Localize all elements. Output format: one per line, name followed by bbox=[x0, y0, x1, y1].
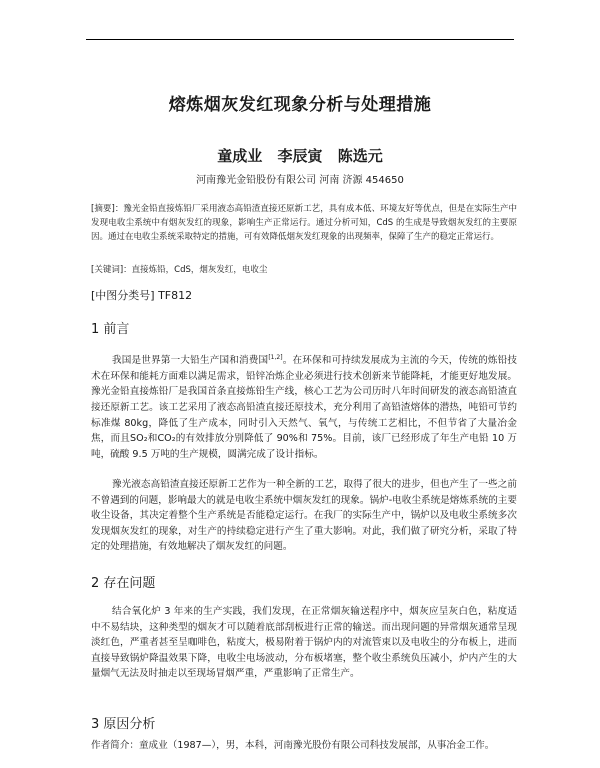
intro-paragraph-2: 豫光液态高铅渣直接还原新工艺作为一种全新的工艺，取得了很大的进步，但也产生了一些之前不曾遇到的问题，影响最大的就是电收尘系统中烟灰发红的现象。锅炉-电收尘系统是熔炼系统的主要收尘设备，其决定着整个生产系统是否能稳定运行。在我厂的实际生产中，锅炉以及电收尘系统多次发现烟灰发红的现象，对生产的持续稳定进行产生了重大影响。对此，我们做了研究分析，采取了特定的处理措施，有效地解决了烟灰发红的问题。 bbox=[91, 479, 517, 553]
author-note: 作者简介：童成业（1987—），男，本科，河南豫光股份有限公司科技发展部，从事冶金工作。 bbox=[91, 740, 495, 751]
abstract-label: [摘要]： bbox=[91, 204, 124, 214]
classification-number: [中图分类号] TF812 bbox=[91, 289, 193, 302]
keywords bbox=[91, 263, 517, 277]
keywords-text: 直接炼铅，CdS，烟灰发红，电收尘 bbox=[131, 265, 268, 275]
paragraph-text: 。在环保和可持续发展成为主流的今天，传统的炼铅技术在环保和能耗方面难以满足需求，铅锌冶炼企业必须进行技术创新来节能降耗，才能更好地发展。豫光金铅直接炼铅厂是我国首条直接炼铅生产线，核心工艺为公司历时八年时间研发的液态高铅渣直接还原新工艺。该工艺采用了液态高铅渣直接还原技术，充分利用了高铅渣熔体的潜热，吨铅可节约标准煤 80kg，降低了生产成本，同时引入天然气、氧气，与传统工艺相比，不但节省了大量冶金焦，而且SO₂和CO₂的有效排放分别降低了 90%和 75%。目前，该厂已经形成了年生产电铅 10 万吨，硫酸 9.5 万吨的生产规模，圆满完成了设计指标。 bbox=[91, 355, 518, 460]
author-name: 童成业 bbox=[217, 147, 263, 165]
paragraph-text: 我国是世界第一大铅生产国和消费国 bbox=[112, 355, 269, 367]
author-name: 李辰寅 bbox=[277, 147, 323, 165]
section-heading-problems: 2 存在问题 bbox=[91, 576, 156, 591]
problems-paragraph-1: 结合氧化炉 3 年来的生产实践，我们发现，在正常烟灰输送程序中，烟灰应呈灰白色，粘度适中不易结块，这种类型的烟灰才可以随着底部刮板进行正常的输送。而出现问题的异常烟灰通常呈现淡红色，严重者甚至呈咖啡色，粘度大，极易附着于锅炉内的对流管束以及电收尘的分布板上，进而直接导致锅炉降温效果下降，电收尘电场波动，分布板堵塞，整个收尘系统负压减小，炉内产生的大量烟气无法及时抽走以至现场冒烟严重，严重影响了正常生产。 bbox=[91, 606, 517, 680]
intro-paragraph-1 bbox=[91, 350, 517, 462]
abstract-text: 豫光金铅直接炼铅厂采用液态高铅渣直接还原新工艺，具有成本低、环境友好等优点，但是在实际生产中发现电收尘系统中有烟灰发红的现象，影响生产正常运行。通过分析可知，CdS 的生成是导致烟灰发红的主要原因。通过在电收尘系统采取特定的措施，可有效降低烟灰发红现象的出现频率，保障了生产的稳定正常运行。 bbox=[91, 204, 517, 243]
affiliation: 河南豫光金铅股份有限公司 河南 济源 454650 bbox=[196, 175, 404, 186]
paper-title: 熔炼烟灰发红现象分析与处理措施 bbox=[168, 95, 432, 115]
abstract bbox=[91, 202, 517, 245]
author-list bbox=[0, 145, 600, 166]
section-heading-intro: 1 前言 bbox=[91, 322, 130, 337]
section-heading-cause-analysis: 3 原因分析 bbox=[91, 717, 156, 732]
keywords-label: [关键词]： bbox=[91, 265, 132, 275]
citation-ref: [1,2] bbox=[268, 354, 283, 361]
author-name: 陈选元 bbox=[337, 147, 383, 165]
header-rule bbox=[86, 39, 514, 40]
